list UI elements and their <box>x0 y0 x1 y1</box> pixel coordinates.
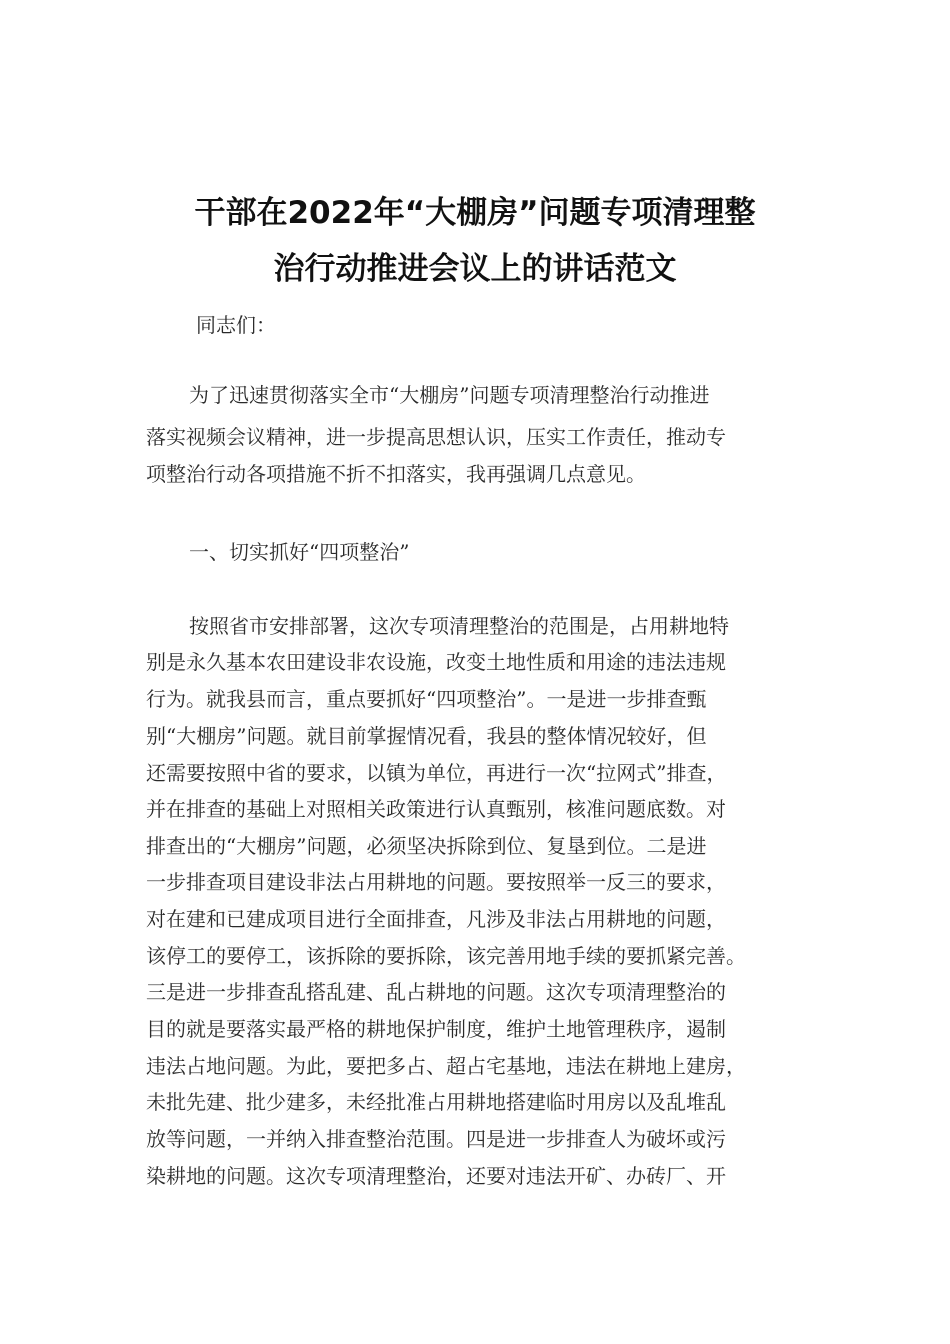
body-line: 还需要按照中省的要求，以镇为单位，再进行一次“拉网式”排查， <box>146 761 727 785</box>
salutation: 同志们： <box>196 313 276 337</box>
body-line: 别“大棚房”问题。就目前掌握情况看，我县的整体情况较好，但 <box>146 724 707 748</box>
body-line: 按照省市安排部署，这次专项清理整治的范围是，占用耕地特 <box>189 614 729 638</box>
body-line: 染耕地的问题。这次专项清理整治，还要对违法开矿、办砖厂、开 <box>146 1164 726 1188</box>
document-title-line-1: 干部在2022年“大棚房”问题专项清理整 <box>194 195 756 231</box>
body-line: 放等问题，一并纳入排查整治范围。四是进一步排查人为破坏或污 <box>146 1127 726 1151</box>
intro-line: 项整治行动各项措施不折不扣落实，我再强调几点意见。 <box>146 462 646 486</box>
document-title-line-2: 治行动推进会议上的讲话范文 <box>273 251 677 287</box>
body-line: 排查出的“大棚房”问题，必须坚决拆除到位、复垦到位。二是进 <box>146 834 707 858</box>
body-line: 别是永久基本农田建设非农设施，改变土地性质和用途的违法违规 <box>146 650 726 674</box>
body-line: 该停工的要停工，该拆除的要拆除，该完善用地手续的要抓紧完善。 <box>146 944 746 968</box>
section-heading: 一、切实抓好“四项整治” <box>189 540 410 564</box>
body-line: 未批先建、批少建多，未经批准占用耕地搭建临时用房以及乱堆乱 <box>146 1090 726 1114</box>
body-line: 并在排查的基础上对照相关政策进行认真甄别，核准问题底数。对 <box>146 797 726 821</box>
intro-line: 落实视频会议精神，进一步提高思想认识，压实工作责任，推动专 <box>146 425 726 449</box>
body-line: 行为。就我县而言，重点要抓好“四项整治”。一是进一步排查甄 <box>146 687 707 711</box>
intro-line: 为了迅速贯彻落实全市“大棚房”问题专项清理整治行动推进 <box>189 383 710 407</box>
body-line: 违法占地问题。为此，要把多占、超占宅基地，违法在耕地上建房， <box>146 1054 746 1078</box>
body-line: 目的就是要落实最严格的耕地保护制度，维护土地管理秩序，遏制 <box>146 1017 726 1041</box>
body-line: 三是进一步排查乱搭乱建、乱占耕地的问题。这次专项清理整治的 <box>146 980 726 1004</box>
body-line: 一步排查项目建设非法占用耕地的问题。要按照举一反三的要求， <box>146 870 726 894</box>
body-line: 对在建和已建成项目进行全面排查，凡涉及非法占用耕地的问题， <box>146 907 726 931</box>
